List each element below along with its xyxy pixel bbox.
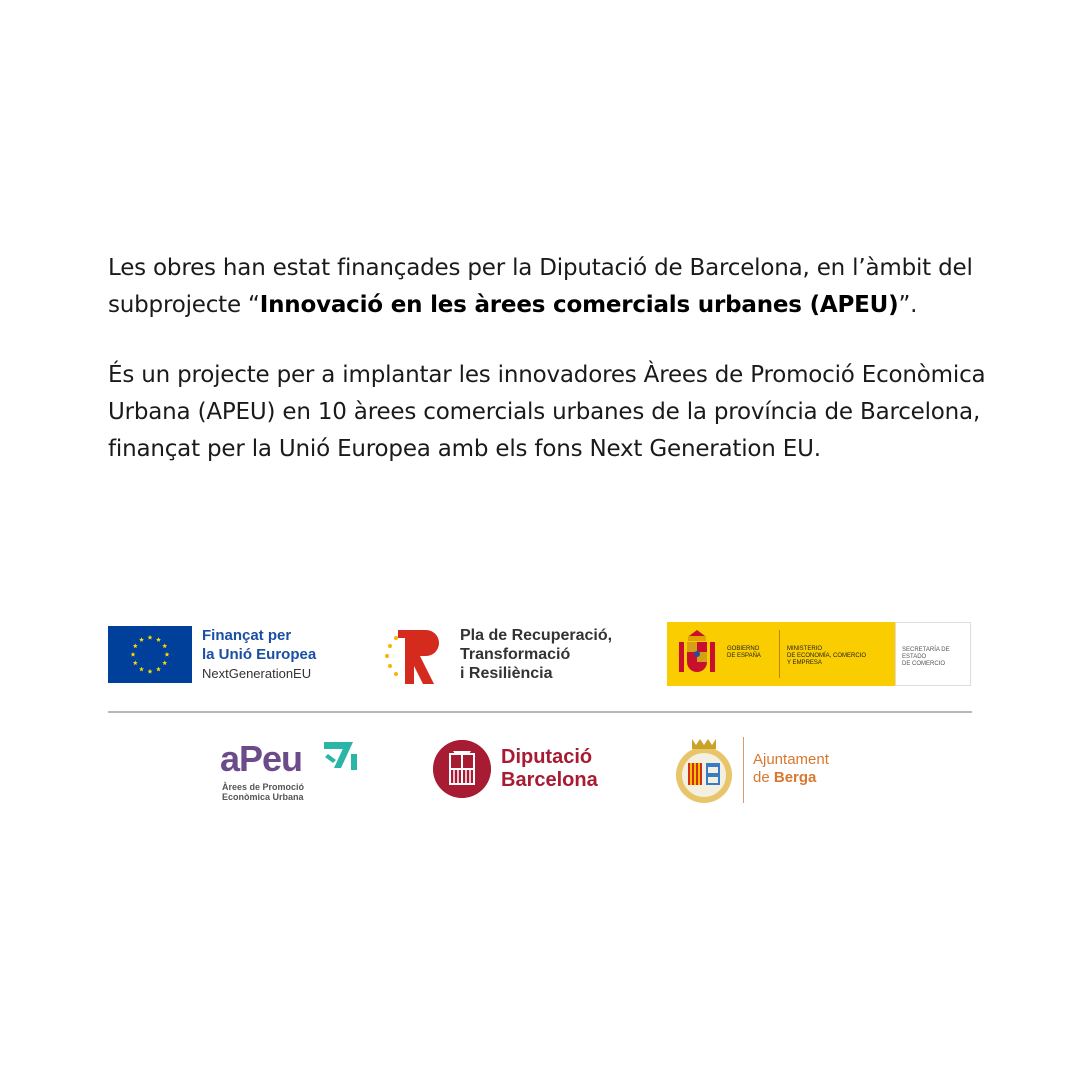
berga-line1: Ajuntament — [753, 751, 829, 768]
prtr-line3: i Resiliència — [460, 665, 553, 682]
diputacio-barcelona-logo — [433, 740, 623, 802]
apeu-logo — [220, 738, 370, 808]
gobierno-text — [727, 646, 771, 660]
ajuntament-berga-logo — [672, 735, 862, 805]
gobierno-line1: GOBIERNO — [727, 646, 760, 652]
paragraph-funding-end: ”. — [898, 292, 918, 318]
berga-seal-icon — [672, 735, 736, 805]
apeu-sub1: Àrees de Promoció — [222, 782, 305, 792]
diputacio-emblem-icon — [433, 740, 491, 798]
eu-funding-logo — [108, 626, 348, 686]
body-text — [108, 250, 988, 468]
prtr-line1: Pla de Recuperació, — [460, 627, 613, 644]
diputacio-line2: Barcelona — [501, 769, 598, 791]
prtr-logo — [382, 624, 652, 688]
logo-divider — [108, 711, 972, 713]
apeu-mark-icon — [324, 742, 358, 772]
ministerio-line1: MINISTERIO — [787, 646, 823, 652]
secretaria-line1: SECRETARÍA DE ESTADO — [902, 647, 950, 660]
paragraph-funding — [108, 250, 988, 324]
prtr-line2: Transformació — [460, 646, 571, 663]
ministerio-text — [787, 646, 893, 667]
ministerio-line3: Y EMPRESA — [787, 660, 822, 666]
diputacio-line1: Diputació — [501, 746, 593, 768]
paragraph-funding-text: Les obres han estat finançades per la Diputació de Barcelona, en l’àmbit del subprojecte “ — [108, 255, 973, 318]
spain-coat-of-arms-icon — [677, 628, 717, 680]
secretaria-line2: DE COMERCIO — [902, 661, 946, 667]
secretaria-text — [902, 647, 970, 668]
gobierno-line2: DE ESPAÑA — [727, 653, 761, 659]
eu-line3: NextGenerationEU — [202, 666, 312, 681]
apeu-sub2: Econòmica Urbana — [222, 792, 304, 802]
eu-line2: la Unió Europea — [202, 646, 317, 663]
gobierno-espana-logo — [667, 622, 971, 686]
eu-line1: Finançat per — [202, 627, 292, 644]
paragraph-project: És un projecte per a implantar les innovadores Àrees de Promoció Econòmica Urbana (APEU) en 10 àrees comercials urbanes de la província de Barcelona, finançat per la Unió Europea amb els fons Next Generation EU. — [108, 362, 986, 462]
eu-flag-icon — [108, 626, 192, 683]
ministerio-line2: DE ECONOMÍA, COMERCIO — [787, 653, 867, 659]
subproject-name: Innovació en les àrees comercials urbanes (APEU) — [259, 292, 899, 318]
berga-line2-pre: de — [753, 769, 774, 786]
berga-line2-bold: Berga — [773, 769, 817, 786]
apeu-wordmark: aPeu — [220, 738, 303, 779]
prtr-tr-icon — [382, 626, 452, 686]
